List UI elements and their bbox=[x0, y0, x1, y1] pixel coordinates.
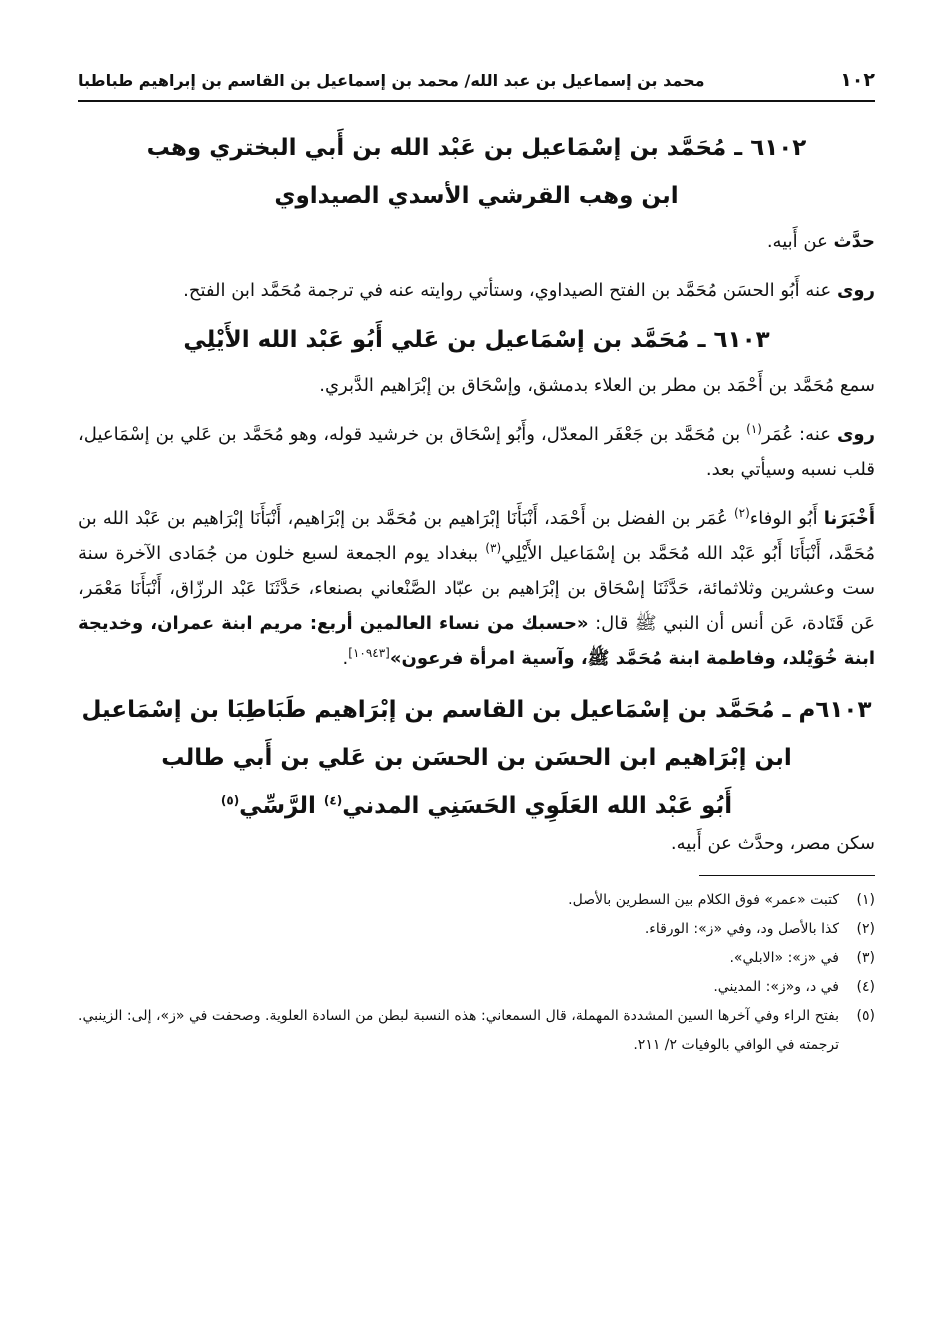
entry-paragraph bbox=[78, 368, 875, 403]
entry-paragraph bbox=[78, 826, 875, 861]
footnote-number: (٣) bbox=[856, 950, 875, 966]
footnotes bbox=[78, 886, 875, 1060]
paragraph-lead: حدَّث bbox=[833, 231, 875, 252]
paragraph-text: عنه أَبُو الحسَن مُحَمَّد بن الفتح الصيداوي، وستأتي روايته عنه في ترجمة مُحَمَّد ابن الفتح. bbox=[183, 280, 837, 301]
hadith-reference-number: [١٠٩٤٣] bbox=[348, 646, 390, 660]
footnote-divider bbox=[699, 875, 875, 876]
footnote bbox=[78, 944, 875, 973]
paragraph-lead: روى bbox=[836, 280, 875, 301]
page-number: ١٠٢ bbox=[840, 69, 875, 91]
footnote-number: (٥) bbox=[856, 1008, 875, 1024]
footnote-text: في د، و«ز»: المديني. bbox=[713, 979, 839, 995]
paragraph-lead: روى bbox=[836, 424, 875, 445]
footnote-number: (١) bbox=[856, 892, 875, 908]
hadith-paragraph bbox=[78, 501, 875, 676]
isnad-text: أَبُو الوفاء bbox=[749, 508, 824, 529]
footnote-number: (٤) bbox=[856, 979, 875, 995]
footnote-text: في «ز»: «الابلي». bbox=[729, 950, 839, 966]
entry-title-line: ٦١٠٢ ـ مُحَمَّد بن إسْمَاعيل بن عَبْد الله بن أَبي البختري وهب bbox=[146, 135, 807, 161]
entry-title-line: ٦١٠٣ ـ مُحَمَّد بن إسْمَاعيل بن عَلي أَبُو عَبْد الله الأَيْلِي bbox=[183, 327, 770, 353]
entry-title-line: ابن إبْرَاهيم ابن الحسَن بن الحسَن بن عَلي بن أَبي طالب bbox=[161, 745, 792, 771]
isnad-text: ببغداد يوم الجمعة لسبع خلون من جُمَادى الآخرة سنة ست وعشرين وثلاثمائة، حَدَّثَنَا إسْحَاق بن إبْرَاهيم بن عبّاد الصَّنْعاني بصنعاء، حَدَّثَنَا عَبْد الرزّاق، أَنْبَأَنَا مَعْمَر، عَن قَتَادة، عَن أنس أن النبي ﷺ قال: bbox=[78, 543, 875, 634]
paragraph-text: بن مُحَمَّد بن جَعْفَر المعدّل، وأَبُو إسْحَاق بن خرشيد قوله، وهو مُحَمَّد بن عَلي بن إسْمَاعيل، قلب نسبه وسيأتي بعد. bbox=[78, 424, 875, 480]
footnote-ref-5[interactable]: (٥) bbox=[220, 793, 240, 808]
footnote-ref-2[interactable]: (٢) bbox=[733, 506, 750, 520]
footnote-ref-1[interactable]: (١) bbox=[746, 422, 762, 436]
entry-paragraph bbox=[78, 224, 875, 259]
entry-title-6102 bbox=[78, 124, 875, 220]
page bbox=[78, 60, 875, 1060]
footnote-text: كتبت «عمر» فوق الكلام بين السطرين بالأصل. bbox=[568, 892, 839, 908]
entry-title-6103m bbox=[78, 686, 875, 830]
entry-title-text: الرَّسِّي bbox=[239, 793, 324, 819]
footnote-ref-4[interactable]: (٤) bbox=[323, 793, 343, 808]
running-title: محمد بن إسماعيل بن عبد الله/ محمد بن إسماعيل بن القاسم بن إبراهيم طباطبا bbox=[78, 70, 705, 90]
entry-title-text: أَبُو عَبْد الله العَلَوِي الحَسَنِي المدني bbox=[342, 793, 733, 819]
paragraph-text: سكن مصر، وحدَّث عن أَبيه. bbox=[670, 833, 875, 854]
hadith-matn: «حسبك من نساء العالمين أربع: مريم ابنة عمران، وخديجة ابنة خُوَيْلد، وفاطمة ابنة مُحَمَّد ﷺ، وآسية امرأة فرعون» bbox=[78, 613, 875, 669]
entry-title-6103 bbox=[78, 316, 875, 364]
footnote bbox=[78, 1002, 875, 1060]
entry-title-line: ابن وهب القرشي الأسدي الصيداوي bbox=[274, 183, 679, 209]
footnote bbox=[78, 915, 875, 944]
footnote-text: كذا بالأصل ود، وفي «ز»: الورقاء. bbox=[644, 921, 839, 937]
footnote-ref-3[interactable]: (٣) bbox=[485, 541, 502, 555]
footnote-text: بفتح الراء وفي آخرها السين المشددة المهملة، قال السمعاني: هذه النسبة لبطن من السادة العلوية. وصحفت في «ز»، إلى: الزينبي. ترجمته في الوافي بالوفيات ٢/ ٢١١. bbox=[78, 1008, 839, 1053]
entry-title-line: ٦١٠٣م ـ مُحَمَّد بن إسْمَاعيل بن القاسم بن إبْرَاهيم طَبَاطِبَا بن إسْمَاعيل bbox=[81, 697, 872, 723]
paragraph-text: سمع مُحَمَّد بن أَحْمَد بن مطر بن العلاء بدمشق، وإسْحَاق بن إبْرَاهيم الدَّبري. bbox=[319, 375, 875, 396]
running-header bbox=[78, 60, 875, 102]
paragraph-lead: أَخْبَرَنا bbox=[823, 508, 875, 529]
paragraph-end: . bbox=[342, 648, 349, 669]
paragraph-text: عنه: عُمَر bbox=[761, 424, 837, 445]
isnad-text: عُمَر بن الفضل بن أَحْمَد، أَنْبَأَنَا إبْرَاهيم بن مُحَمَّد بن إبْرَاهيم، أَنْبَأَنَا إبْرَاهيم بن عَبْد الله بن مُحَمَّد، أَنْبَأَنَا أَبُو عَبْد الله مُحَمَّد بن إسْمَاعيل الأَيْلِي bbox=[78, 508, 875, 564]
footnote-number: (٢) bbox=[856, 921, 875, 937]
footnote bbox=[78, 886, 875, 915]
paragraph-text: عن أَبيه. bbox=[766, 231, 834, 252]
footnote bbox=[78, 973, 875, 1002]
entry-title-line bbox=[78, 782, 875, 830]
riwaya-paragraph bbox=[78, 417, 875, 487]
entry-paragraph bbox=[78, 273, 875, 308]
